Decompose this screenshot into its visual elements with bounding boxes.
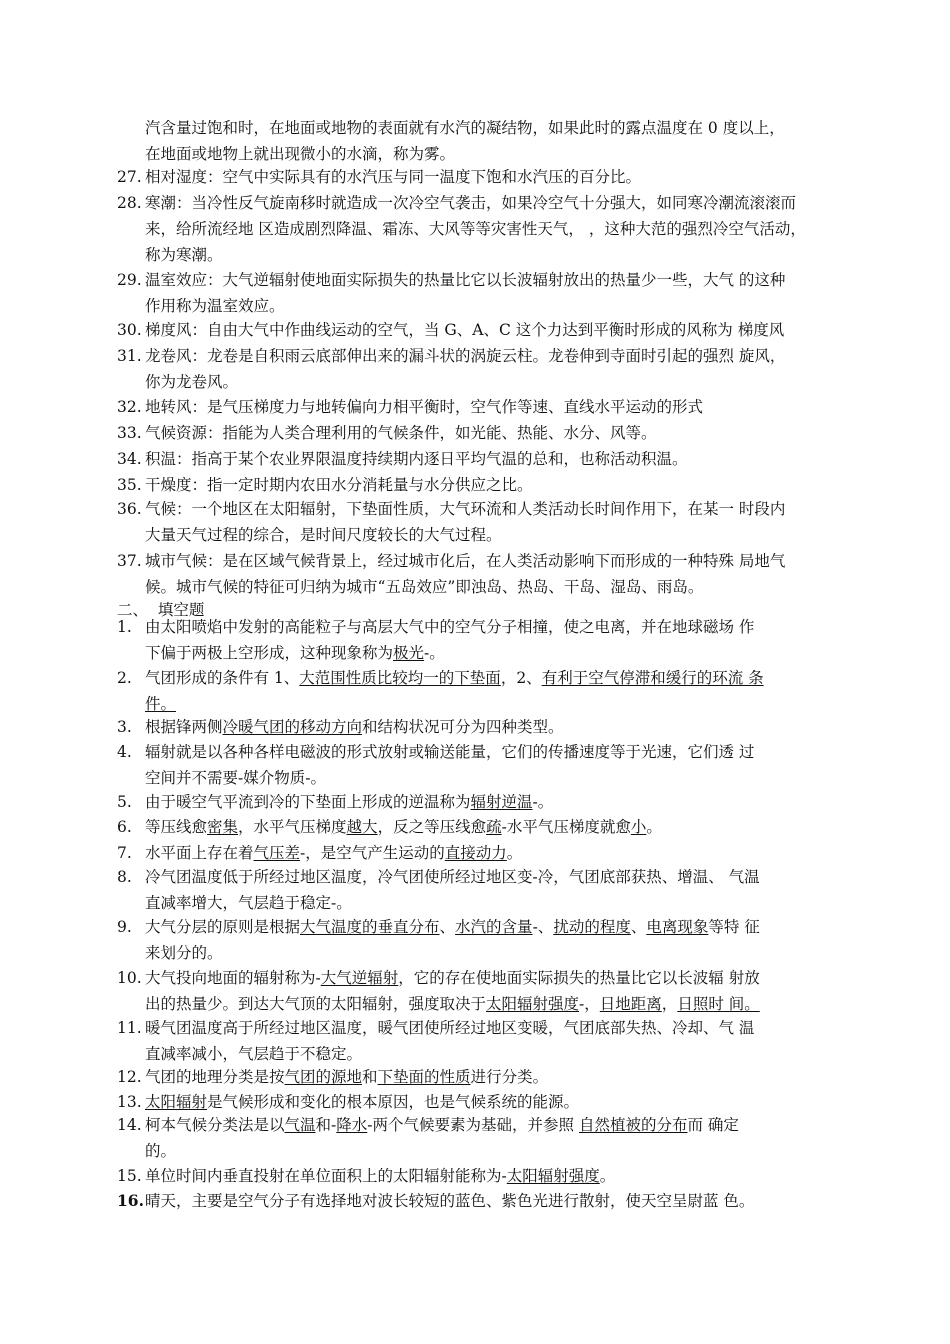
text-line xyxy=(145,369,857,395)
fill-blank-item xyxy=(117,665,857,717)
text-segment: 由太阳喷焰中发射的高能粒子与高层大气中的空气分子相撞，使之电离，并在地球磁场 作 xyxy=(145,618,755,636)
text-segment: 来划分的。 xyxy=(145,944,223,962)
text-segment: ，反之等压线愈 xyxy=(377,818,487,836)
answer-blank-text: 气团的源地 xyxy=(284,1068,363,1086)
text-segment: 的。 xyxy=(145,1142,177,1160)
text-line xyxy=(145,789,857,815)
definition-item xyxy=(117,190,857,268)
text-line xyxy=(145,420,857,446)
text-line xyxy=(145,890,857,916)
text-segment: 晴天，主要是空气分子有选择地对波长较短的蓝色、紫色光进行散射，使天空呈尉蓝 色。 xyxy=(145,1192,755,1210)
item-number: 33. xyxy=(117,424,142,442)
answer-blank-text: 日照时 间。 xyxy=(677,995,760,1013)
text-segment: ， xyxy=(661,995,678,1013)
answer-blank-text: 密集 xyxy=(207,818,239,836)
item-number: 2. xyxy=(117,669,132,687)
text-segment: 大气投向地面的辐射称为- xyxy=(145,969,321,987)
section-heading: 二、 填空题 xyxy=(117,601,205,619)
text-line xyxy=(145,472,857,498)
fill-blank-item xyxy=(117,1163,857,1189)
text-segment: 冷气团温度低于所经过地区温度，冷气团使所经过地区变-冷，气团底部获热、增温、 气温 xyxy=(145,868,760,886)
text-line xyxy=(145,496,857,522)
text-segment: 相对湿度：空气中实际具有的水汽压与同一温度下饱和水汽压的百分比。 xyxy=(145,168,642,186)
text-line xyxy=(145,216,857,242)
text-segment: 而 确定 xyxy=(687,1116,739,1134)
fill-blank-item xyxy=(117,840,857,866)
definition-item xyxy=(117,164,857,190)
text-segment: 城市气候：是在区域气候背景上，经过城市化后，在人类活动影响下而形成的一种特殊 局地气 xyxy=(145,552,786,570)
text-line xyxy=(145,394,857,420)
fill-blank-item xyxy=(117,739,857,791)
text-segment: 、 xyxy=(630,918,647,936)
text-segment: ，水平气压梯度 xyxy=(238,818,347,836)
text-segment: 是气候形成和变化的根本原因，也是气候系统的能源。 xyxy=(207,1093,580,1111)
text-segment: 。 xyxy=(599,1167,616,1185)
text-line xyxy=(145,1138,857,1164)
text-segment: 根据锋两侧 xyxy=(145,718,223,736)
text-segment: 在地面或地物上就出现微小的水滴，称为雾。 xyxy=(145,145,456,163)
text-line xyxy=(145,317,857,343)
fill-blank-item xyxy=(117,1064,857,1090)
text-segment: 进行分类。 xyxy=(470,1068,549,1086)
text-segment: 寒潮：当冷性反气旋南移时就造成一次冷空气袭击，如果冷空气十分强大，如同寒冷潮流滚滚而 xyxy=(145,194,797,212)
answer-blank-text: 件。 xyxy=(145,695,177,713)
text-line xyxy=(145,242,857,268)
text-segment: 干燥度：指一定时期内农田水分消耗量与水分供应之比。 xyxy=(145,476,533,494)
item-number: 1. xyxy=(117,618,132,636)
item-number: 15. xyxy=(117,1167,142,1185)
text-segment: -。 xyxy=(424,644,445,662)
text-segment: -水平气压梯度就愈 xyxy=(501,818,631,836)
text-segment: 气团形成的条件有 1、 xyxy=(145,669,300,687)
answer-blank-text: 太阳辐射强度 xyxy=(486,995,580,1013)
text-segment: 等特 征 xyxy=(708,918,760,936)
text-segment: 和- xyxy=(315,1116,337,1134)
fill-blank-item xyxy=(117,965,857,1017)
text-line xyxy=(145,164,857,190)
item-number: 11. xyxy=(117,1019,142,1037)
text-segment: 单位时间内垂直投射在单位面积上的太阳辐射能称为- xyxy=(145,1167,507,1185)
answer-blank-text: 自然植被的分布 xyxy=(578,1116,688,1134)
text-segment: 你为龙卷风。 xyxy=(145,373,239,391)
answer-blank-text: 降水 xyxy=(336,1116,368,1134)
answer-blank-text: 冷暖气团的移动方向 xyxy=(222,718,363,736)
text-line xyxy=(145,190,857,216)
text-segment: -两个气候要素为基础，并参照 xyxy=(367,1116,579,1134)
item-number: 16. xyxy=(117,1191,144,1210)
text-segment: 出的热量少。到达大气顶的太阳辐射，强度取决于 xyxy=(145,995,487,1013)
text-line xyxy=(145,1188,857,1214)
text-segment: 和 xyxy=(362,1068,378,1086)
text-line xyxy=(145,665,857,691)
item-number: 8. xyxy=(117,868,132,886)
fill-blank-item xyxy=(117,1015,857,1067)
answer-blank-text: 辐射逆温 xyxy=(470,793,533,811)
item-number: 10. xyxy=(117,969,142,987)
text-line xyxy=(145,864,857,890)
text-segment: 暖气团温度高于所经过地区温度，暖气团使所经过地区变暖，气团底部失热、冷却、气 温 xyxy=(145,1019,755,1037)
text-segment: 候。城市气候的特征可归纳为城市“五岛效应”即浊岛、热岛、干岛、湿岛、雨岛。 xyxy=(145,578,704,596)
definition-item xyxy=(117,420,857,446)
answer-blank-text: 大气温度的垂直分布 xyxy=(300,918,440,936)
text-segment: 梯度风：自由大气中作曲线运动的空气，当 G、A、C 这个力达到平衡时形成的风称为 梯度风 xyxy=(145,321,785,339)
answer-blank-text: 水汽的含量 xyxy=(455,918,533,936)
item-number: 14. xyxy=(117,1116,142,1134)
definition-item xyxy=(117,394,857,420)
text-segment: 、 xyxy=(439,918,456,936)
answer-blank-text: 大范围性质比较均一的下垫面 xyxy=(299,669,501,687)
item-number: 3. xyxy=(117,718,132,736)
item-number: 13. xyxy=(117,1093,142,1111)
text-segment: 空间并不需要-媒介物质-。 xyxy=(145,769,326,787)
text-line xyxy=(145,548,857,574)
text-segment: 积温：指高于某个农业界限温度持续期内逐日平均气温的总和，也称活动积温。 xyxy=(145,450,688,468)
fill-blank-item xyxy=(117,789,857,815)
item-number: 4. xyxy=(117,743,132,761)
text-segment: 大气分层的原则是根据 xyxy=(145,918,301,936)
text-line xyxy=(145,640,857,666)
item-number: 27. xyxy=(117,168,142,186)
item-number: 32. xyxy=(117,398,142,416)
answer-blank-text: 气温 xyxy=(284,1116,316,1134)
answer-blank-text: 日地距离 xyxy=(599,995,662,1013)
answer-blank-text: 电离现象 xyxy=(646,918,709,936)
fill-blank-item xyxy=(117,864,857,916)
answer-blank-text: 小 xyxy=(630,818,647,836)
item-number: 34. xyxy=(117,450,142,468)
item-number: 7. xyxy=(117,844,132,862)
definition-item xyxy=(117,446,857,472)
text-segment: 大量天气过程的综合，是时间尺度较长的大气过程。 xyxy=(145,526,502,544)
item-number: 5. xyxy=(117,793,132,811)
text-line xyxy=(145,1015,857,1041)
text-segment: 作用称为温室效应。 xyxy=(145,297,285,315)
fill-blank-item xyxy=(117,914,857,966)
text-segment: 气团的地理分类是按 xyxy=(145,1068,285,1086)
text-segment: 柯本气候分类法是以 xyxy=(145,1116,285,1134)
text-segment: 等压线愈 xyxy=(145,818,208,836)
text-segment: 气候资源：指能为人类合理利用的气候条件，如光能、热能、水分、风等。 xyxy=(145,424,657,442)
answer-blank-text: 气压差 xyxy=(253,844,301,862)
item-number: 31. xyxy=(117,347,142,365)
text-line xyxy=(145,739,857,765)
definition-item xyxy=(117,496,857,548)
text-line xyxy=(145,574,857,600)
answer-blank-text: 太阳辐射 xyxy=(145,1093,208,1111)
text-line xyxy=(145,293,857,319)
item-number: 6. xyxy=(117,818,132,836)
text-segment: 下偏于两极上空形成，这种现象称为 xyxy=(145,644,394,662)
item-number: 37. xyxy=(117,552,142,570)
text-segment: 地转风：是气压梯度力与地转偏向力相平衡时，空气作等速、直线水平运动的形式 xyxy=(145,398,704,416)
text-line xyxy=(145,814,857,840)
text-segment: 由于暖空气平流到冷的下垫面上形成的逆温称为 xyxy=(145,793,471,811)
definition-item xyxy=(117,548,857,600)
text-line xyxy=(145,1064,857,1090)
text-line xyxy=(145,840,857,866)
fill-blank-item xyxy=(117,814,857,840)
text-segment: 直减率减小，气层趋于不稳定。 xyxy=(145,1045,363,1063)
text-line xyxy=(145,965,857,991)
text-line xyxy=(145,1163,857,1189)
answer-blank-text: 太阳辐射强度 xyxy=(506,1167,600,1185)
definition-item xyxy=(117,472,857,498)
text-line xyxy=(145,1112,857,1138)
text-segment: -。 xyxy=(532,793,554,811)
answer-blank-text: 疏 xyxy=(486,818,502,836)
text-line xyxy=(145,765,857,791)
text-line xyxy=(145,614,857,640)
answer-blank-text: 下垫面的性质 xyxy=(377,1068,471,1086)
text-line xyxy=(145,267,857,293)
text-line xyxy=(145,115,857,141)
text-line xyxy=(145,914,857,940)
text-segment: -、 xyxy=(532,918,554,936)
fill-blank-item xyxy=(117,1112,857,1164)
answer-blank-text: 有利于空气停滞和缓行的环流 条 xyxy=(541,669,764,687)
text-segment: 汽含量过饱和时，在地面或地物的表面就有水汽的凝结物，如果此时的露点温度在 0 度以上， xyxy=(145,119,785,137)
item-number: 12. xyxy=(117,1068,142,1086)
text-segment: ，它的存在使地面实际损失的热量比它以长波辐 射放 xyxy=(398,969,760,987)
definition-item xyxy=(117,267,857,319)
text-segment: 龙卷风：龙卷是自积雨云底部伸出来的漏斗状的涡旋云柱。龙卷伸到寺面时引起的强烈 旋风， xyxy=(145,347,786,365)
text-segment: 温室效应：大气逆辐射使地面实际损失的热量比它以长波辐射放出的热量少一些，大气 的这种 xyxy=(145,271,786,289)
item-number: 28. xyxy=(117,194,142,212)
text-segment: 气候：一个地区在太阳辐射，下垫面性质，大气环流和人类活动长时间作用下，在某一 时段内 xyxy=(145,500,786,518)
fill-blank-item xyxy=(117,614,857,666)
text-segment: 直减率增大，气层趋于稳定-。 xyxy=(145,894,352,912)
item-number: 35. xyxy=(117,476,142,494)
text-line xyxy=(145,714,857,740)
answer-blank-text: 扰动的程度 xyxy=(553,918,631,936)
fill-blank-item xyxy=(117,1188,857,1214)
text-segment: 水平面上存在着 xyxy=(145,844,254,862)
definition-item xyxy=(117,317,857,343)
answer-blank-text: 直接动力 xyxy=(444,844,507,862)
text-segment: 称为寒潮。 xyxy=(145,246,223,264)
text-line xyxy=(145,991,857,1017)
fill-blank-item xyxy=(117,714,857,740)
text-segment: 。 xyxy=(646,818,662,836)
text-segment: 来，给所流经地 区造成剧烈降温、霜冻、大风等等灾害性天气， ，这种大范的强烈冷空气活动， xyxy=(145,220,806,238)
answer-blank-text: 极光 xyxy=(393,644,425,662)
answer-blank-text: 大气逆辐射 xyxy=(320,969,399,987)
text-segment: 和结构状况可分为四种类型。 xyxy=(362,718,564,736)
item-number: 9. xyxy=(117,918,132,936)
text-line xyxy=(145,446,857,472)
text-segment: -，是空气产生运动的 xyxy=(300,844,445,862)
text-segment: ，2、 xyxy=(500,669,542,687)
item-number: 30. xyxy=(117,321,142,339)
continued-paragraph xyxy=(117,115,857,167)
definition-item xyxy=(117,343,857,395)
text-segment: 辐射就是以各种各样电磁波的形式放射或输送能量，它们的传播速度等于光速，它们透 过 xyxy=(145,743,755,761)
text-segment: -， xyxy=(579,995,600,1013)
item-number: 29. xyxy=(117,271,142,289)
item-number: 36. xyxy=(117,500,142,518)
answer-blank-text: 越大 xyxy=(346,818,378,836)
text-line xyxy=(145,343,857,369)
text-line xyxy=(145,522,857,548)
text-line xyxy=(145,940,857,966)
text-segment: 。 xyxy=(506,844,523,862)
